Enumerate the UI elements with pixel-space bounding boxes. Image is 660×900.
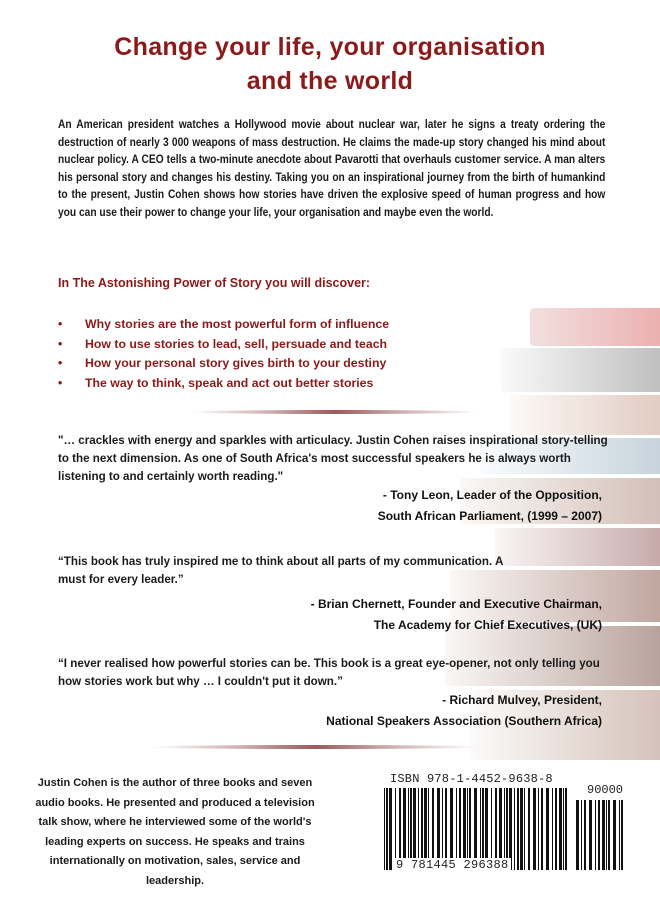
quote-attribution	[326, 690, 602, 732]
barcode-bar	[538, 788, 539, 870]
attribution-line: - Richard Mulvey, President,	[442, 693, 602, 707]
barcode-bar	[533, 788, 536, 870]
barcode-bar	[581, 800, 582, 870]
quote-text: “I never realised how powerful stories can be. This book is a great eye-opener, not only telling you how stories work but why … I couldn't put it down.”	[58, 657, 600, 688]
attribution-line: - Brian Chernett, Founder and Executive Chairman,	[310, 597, 602, 611]
price-code: 90000	[587, 783, 624, 797]
list-item: • How your personal story gives birth to your destiny	[58, 354, 389, 374]
barcode-bar	[520, 788, 523, 870]
attribution-line: South African Parliament, (1999 – 2007)	[377, 509, 602, 523]
barcode-bar	[613, 800, 616, 870]
discover-heading: In The Astonishing Power of Story you will discover:	[58, 276, 371, 290]
barcode	[380, 770, 627, 882]
barcode-bar	[559, 788, 562, 870]
title-line-2: and the world	[246, 67, 414, 95]
barcode-bar	[386, 788, 388, 870]
divider	[150, 745, 480, 749]
isbn-label: ISBN 978-1-4452-9638-8	[390, 772, 553, 786]
title-line-1: Change your life, your organisation	[114, 33, 546, 61]
attribution-line: The Academy for Chief Executives, (UK)	[373, 618, 602, 632]
barcode-bar	[621, 800, 623, 870]
quote-text: "… crackles with energy and sparkles with articulacy. Justin Cohen raises inspirational story-telling to the next dimension. As one of South Africa's most successful speakers he is always worth listening to and certainly worth reading."	[58, 434, 608, 483]
barcode-bar	[514, 788, 515, 870]
barcode-bar	[606, 800, 607, 870]
attribution-line: - Tony Leon, Leader of the Opposition,	[382, 488, 602, 502]
barcode-bar	[595, 800, 596, 870]
page-title	[0, 30, 660, 98]
barcode-bar	[552, 788, 553, 870]
list-item: • Why stories are the most powerful form of influence	[58, 315, 389, 335]
attribution-line: National Speakers Association (Southern Africa)	[326, 714, 602, 728]
barcode-bar	[528, 788, 530, 870]
barcode-bar	[576, 800, 579, 870]
quote-attribution	[311, 594, 602, 636]
divider	[190, 410, 480, 414]
barcode-bar	[598, 800, 600, 870]
author-bio: Justin Cohen is the author of three books and seven audio books. He presented and produced a television talk show, where he interviewed some of the world's leading experts on success. He speaks and trains internationally on motivation, sales, service and leadership.	[35, 777, 315, 887]
intro-paragraph: An American president watches a Hollywood movie about nuclear war, later he signs a treaty ordering the destruction of nearly 3 000 weapons of mass destruction. He claims the made-up story changed his mind about nuclear policy. A CEO tells a two-minute anecdote about Pavarotti that overhauls customer service. A man alters his personal story and changes his destiny. Taking you on an inspirational journey from the birth of humankind to the present, Justin Cohen shows how stories have driven the explosive speed of human progress and how you can use their power to change your life, your organisation and maybe even the world.	[58, 118, 606, 219]
barcode-bar	[555, 788, 557, 870]
barcode-bar	[384, 788, 385, 870]
discover-list	[58, 315, 389, 393]
barcode-bar	[389, 788, 392, 870]
quote-attribution	[378, 485, 602, 527]
barcode-digits: 9 781445 296388	[396, 858, 509, 872]
barcode-bar	[541, 788, 543, 870]
quote-text: “This book has truly inspired me to think about all parts of my communication. A must for every leader.”	[58, 555, 503, 586]
barcode-bar	[602, 800, 605, 870]
barcode-bar	[619, 800, 620, 870]
barcode-bar	[608, 800, 610, 870]
barcode-bar	[517, 788, 519, 870]
barcode-bar	[524, 788, 525, 870]
barcode-bar	[565, 788, 567, 870]
list-item: • The way to think, speak and act out better stories	[58, 374, 389, 394]
barcode-bar	[546, 788, 549, 870]
barcode-bar	[563, 788, 564, 870]
list-item: • How to use stories to lead, sell, persuade and teach	[58, 335, 389, 355]
barcode-bar	[584, 800, 586, 870]
barcode-bar	[589, 800, 592, 870]
